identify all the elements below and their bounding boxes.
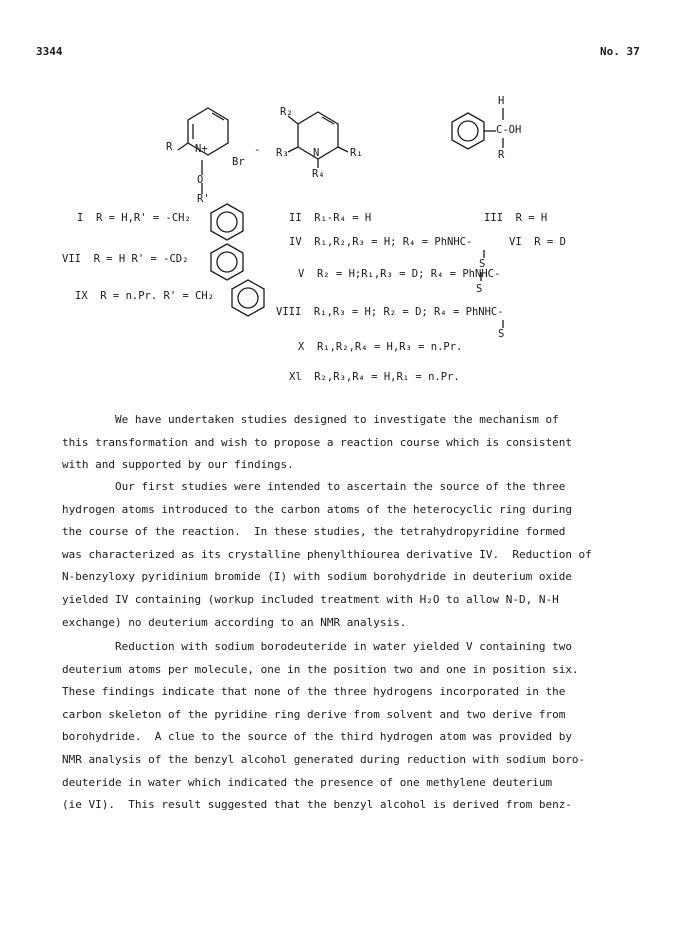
paragraph-3 xyxy=(62,636,622,817)
text-line: Our first studies were intended to ascertain the source of the three xyxy=(62,480,566,493)
s3-R: R xyxy=(498,149,505,161)
compound-VIII: VIII R₁,R₃ = H; R₂ = D; R₄ = PhNHC- xyxy=(276,306,504,318)
text-line: borohydride. A clue to the source of the third hydrogen atom was provided by xyxy=(62,730,572,744)
thione-S-VIII: S xyxy=(498,328,505,340)
paragraph-2 xyxy=(62,476,622,634)
s3-H: H xyxy=(498,95,505,107)
text-line: deuteride in water which indicated the presence of one methylene deuterium xyxy=(62,775,553,789)
phenyl-ring-VII xyxy=(211,244,243,280)
pyridinium-ring xyxy=(188,108,228,155)
compound-XI: Xl R₂,R₃,R₄ = H,R₁ = n.Pr. xyxy=(289,371,460,383)
text-line: We have undertaken studies designed to investigate the mechanism of xyxy=(62,413,559,426)
compound-VI: VI R = D xyxy=(509,236,566,248)
s2-R2: R₂ xyxy=(280,106,293,118)
compound-VII: VII R = H R' = -CD₂ xyxy=(62,253,189,265)
compound-IV: IV R₁,R₂,R₃ = H; R₄ = PhNHC- xyxy=(289,236,473,248)
compound-III: III R = H xyxy=(484,212,548,224)
text-line: the course of the reaction. In these studies, the tetrahydropyridine formed xyxy=(62,525,566,539)
phenyl-ring-I xyxy=(211,204,243,240)
s1-minus: - xyxy=(254,144,261,156)
text-line: exchange) no deuterium according to an NMR analysis. xyxy=(62,615,407,629)
thione-S-IV: S xyxy=(479,258,486,270)
s1-N: N+ xyxy=(195,143,208,155)
text-line: with and supported by our findings. xyxy=(62,458,294,472)
benzene-ring-alcohol xyxy=(452,113,484,149)
thione-S-V: S xyxy=(476,283,483,295)
structures-figure xyxy=(0,0,680,400)
s2-R4: R₄ xyxy=(312,168,325,180)
s1-Rprime: R' xyxy=(197,193,210,205)
s3-COH: C-OH xyxy=(496,124,522,136)
compound-V: V R₂ = H;R₁,R₃ = D; R₄ = PhNHC- xyxy=(298,268,501,280)
text-line: yielded IV containing (workup included treatment with H₂O to allow N-D, N-H xyxy=(62,592,559,606)
paragraph-1 xyxy=(62,409,622,477)
compound-X: X R₁,R₂,R₄ = H,R₃ = n.Pr. xyxy=(298,341,463,353)
text-line: carbon skeleton of the pyridine ring derive from solvent and two derive from xyxy=(62,707,566,721)
text-line: Reduction with sodium borodeuteride in water yielded V containing two xyxy=(62,640,572,653)
page-number: 3344 xyxy=(36,45,63,58)
text-line: These findings indicate that none of the three hydrogens incorporated in the xyxy=(62,685,566,699)
text-line: deuterium atoms per molecule, one in the position two and one in position six. xyxy=(62,662,579,676)
compound-II: II R₁-R₄ = H xyxy=(289,212,372,224)
text-line: NMR analysis of the benzyl alcohol generated during reduction with sodium boro- xyxy=(62,752,586,766)
s2-N: N xyxy=(313,147,320,159)
s1-O: O xyxy=(197,174,204,186)
compound-IX: IX R = n.Pr. R' = CH₂ xyxy=(75,290,215,302)
text-line: hydrogen atoms introduced to the carbon atoms of the heterocyclic ring during xyxy=(62,502,572,516)
compound-I: I R = H,R' = -CH₂ xyxy=(77,212,191,224)
text-line: N-benzyloxy pyridinium bromide (I) with sodium borohydride in deuterium oxide xyxy=(62,570,572,584)
phenyl-ring-IX xyxy=(232,280,264,316)
journal-issue: No. 37 xyxy=(600,45,640,58)
s2-R3: R₃ xyxy=(276,147,289,159)
text-line: (ie VI). This result suggested that the benzyl alcohol is derived from benz- xyxy=(62,798,572,812)
s1-R: R xyxy=(166,141,173,153)
text-line: was characterized as its crystalline phenylthiourea derivative IV. Reduction of xyxy=(62,547,592,561)
text-line: this transformation and wish to propose a reaction course which is consistent xyxy=(62,435,572,449)
s1-Br: Br xyxy=(232,156,245,168)
s2-R1: R₁ xyxy=(350,147,363,159)
